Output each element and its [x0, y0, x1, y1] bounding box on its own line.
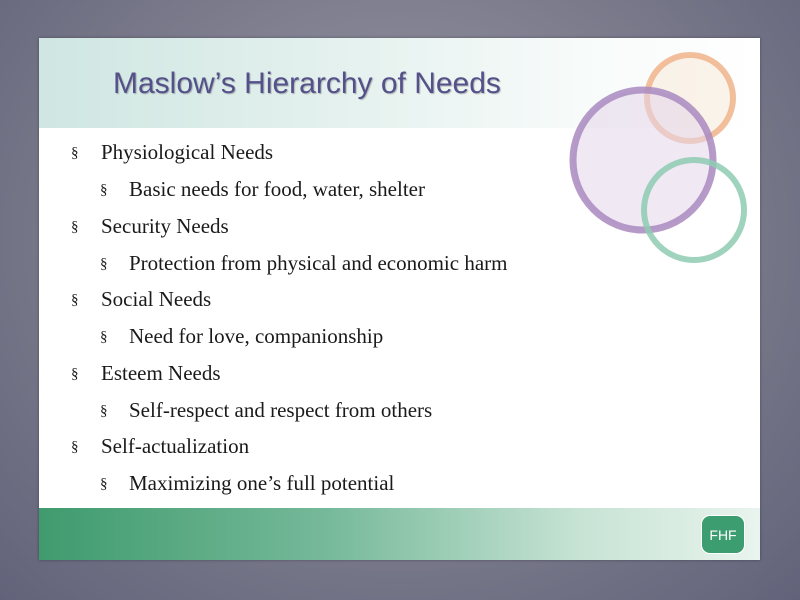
page-number: 3 ▫: [737, 564, 745, 570]
bullet-marker: §: [71, 292, 79, 308]
bullet-esteem: [71, 361, 221, 386]
bullet-detail: Self-respect and respect from others: [129, 398, 433, 422]
bullet-marker: §: [71, 145, 79, 161]
sub-bullet-security: [100, 251, 507, 276]
bullet-list: [39, 38, 760, 508]
footer-band: [39, 508, 760, 560]
bullet-detail: Basic needs for food, water, shelter: [129, 177, 425, 201]
slide: [39, 38, 760, 570]
bullet-marker: §: [71, 439, 79, 455]
bullet-marker: §: [71, 366, 79, 382]
bullet-security: [71, 214, 229, 239]
bullet-heading: Social Needs: [101, 287, 212, 311]
bullet-self-actualization: [71, 434, 249, 459]
bullet-marker: §: [100, 476, 108, 492]
logo: FHF: [701, 515, 745, 554]
bullet-physiological: [71, 140, 273, 165]
bullet-marker: §: [71, 219, 79, 235]
bullet-heading: Physiological Needs: [101, 140, 274, 164]
sub-bullet-esteem: [100, 398, 432, 423]
bullet-heading: Esteem Needs: [101, 361, 221, 385]
sub-bullet-social: [100, 324, 383, 349]
bullet-social: [71, 287, 211, 312]
sub-bullet-physiological: [100, 177, 425, 202]
bullet-marker: §: [100, 256, 108, 272]
bullet-heading: Security Needs: [101, 214, 229, 238]
sub-bullet-self-actualization: [100, 471, 394, 496]
bullet-detail: Maximizing one’s full potential: [129, 471, 395, 495]
bullet-heading: Self-actualization: [101, 434, 250, 458]
bullet-marker: §: [100, 182, 108, 198]
bullet-marker: §: [100, 329, 108, 345]
bullet-marker: §: [100, 403, 108, 419]
bullet-detail: Need for love, companionship: [129, 324, 384, 348]
slide-title: Maslow’s Hierarchy of Needs: [113, 67, 501, 100]
bullet-detail: Protection from physical and economic harm: [129, 251, 508, 275]
